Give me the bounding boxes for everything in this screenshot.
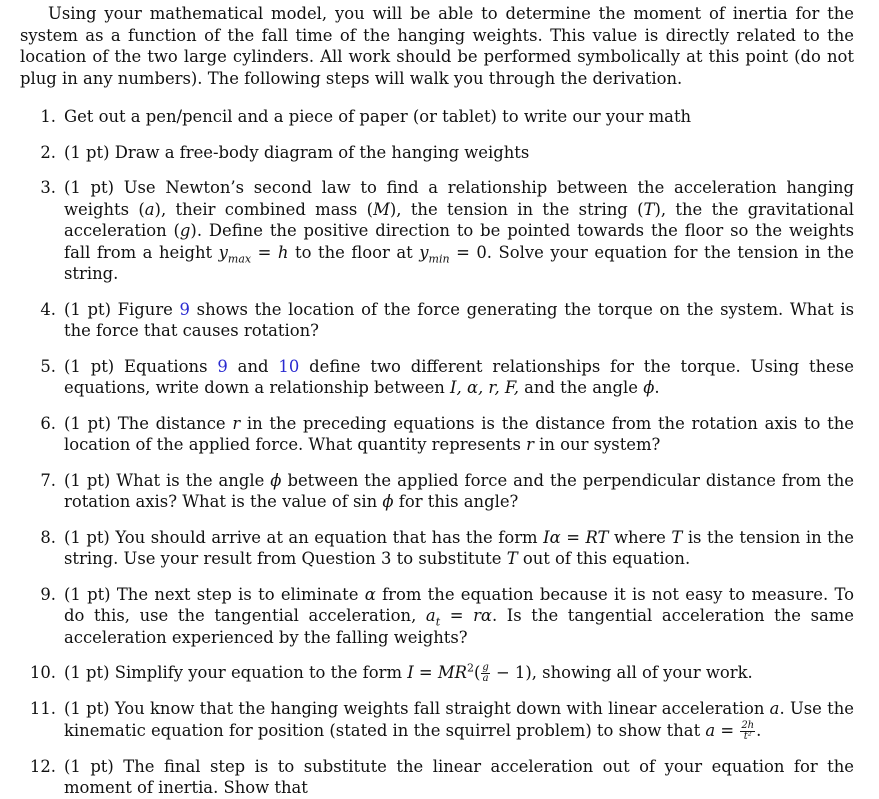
fraction: $\frac{g}{a}$ xyxy=(482,662,489,684)
equation-reference-link[interactable]: 9 xyxy=(217,356,228,376)
list-item: 3. (1 pt) Use Newton’s second law to find a relationship between the acceleration hanging weights (a), their combined mass (M), the tension in the string (T), the the gravitational acceleration (g). Define the positive direction to be pointed towards the floor so the weights fall from a height $y_{max} = h$ to the floor at $y_{min} = 0$. Solve your equation for the tension in the string. xyxy=(40,178,854,283)
list-item: 10. (1 pt) Simplify your equation to the form $I = MR^2$( $\frac{g}{a}$ − 1), showing all of your work. xyxy=(29,661,753,684)
list-item: 6. (1 pt) The distance r in the preceding equations is the distance from the rotation axis to the location of the applied force. What quantity represents r in our system? xyxy=(40,413,854,454)
list-item: 12. (1 pt) The final step is to substitute the linear acceleration out of your equation for the moment of inertia. Show that xyxy=(29,756,854,797)
intro-paragraph: Using your mathematical model, you will be able to determine the moment of inertia for the system as a function of the fall time of the hanging weights. This value is directly related to the location of the two large cylinders. All work should be performed symbolically at this point (do not plug in any numbers). The following steps will walk you through the derivation. xyxy=(20,4,854,88)
steps-list xyxy=(20,106,854,799)
list-item: 8. (1 pt) You should arrive at an equation that has the form Iα = RT where T is the tension in the string. Use your result from Question 3 to substitute T out of this equation. xyxy=(40,527,854,568)
equation-reference-link[interactable]: 10 xyxy=(278,356,300,376)
figure-reference-link[interactable]: 9 xyxy=(179,299,190,319)
list-item: 5. (1 pt) Equations 9 and 10 define two different relationships for the torque. Using these equations, write down a relationship between I, α, r, F, and the angle ϕ. xyxy=(40,356,854,397)
list-item: 2. (1 pt) Draw a free-body diagram of the hanging weights xyxy=(40,142,530,162)
list-item: 7. (1 pt) What is the angle ϕ between the applied force and the perpendicular distance from the rotation axis? What is the value of sin ϕ for this angle? xyxy=(40,470,854,511)
fraction: $\frac{2h}{\text{t²}}$ xyxy=(741,719,755,742)
list-item: 4. (1 pt) Figure 9 shows the location of the force generating the torque on the system. What is the force that causes rotation? xyxy=(40,299,854,340)
list-item: 11. (1 pt) You know that the hanging weights fall straight down with linear acceleration a. Use the kinematic equation for position (stated in the squirrel problem) to show that a = $\frac{2h}{\text{t²}}$ . xyxy=(29,699,854,742)
list-item: 9. (1 pt) The next step is to eliminate α from the equation because it is not easy to measure. To do this, use the tangential acceleration, $a_t = r\alpha$. Is the tangential acceleration the same acceleration experienced by the falling weights? xyxy=(40,584,855,647)
list-item: 1. Get out a pen/pencil and a piece of paper (or tablet) to write our your math xyxy=(40,107,692,126)
